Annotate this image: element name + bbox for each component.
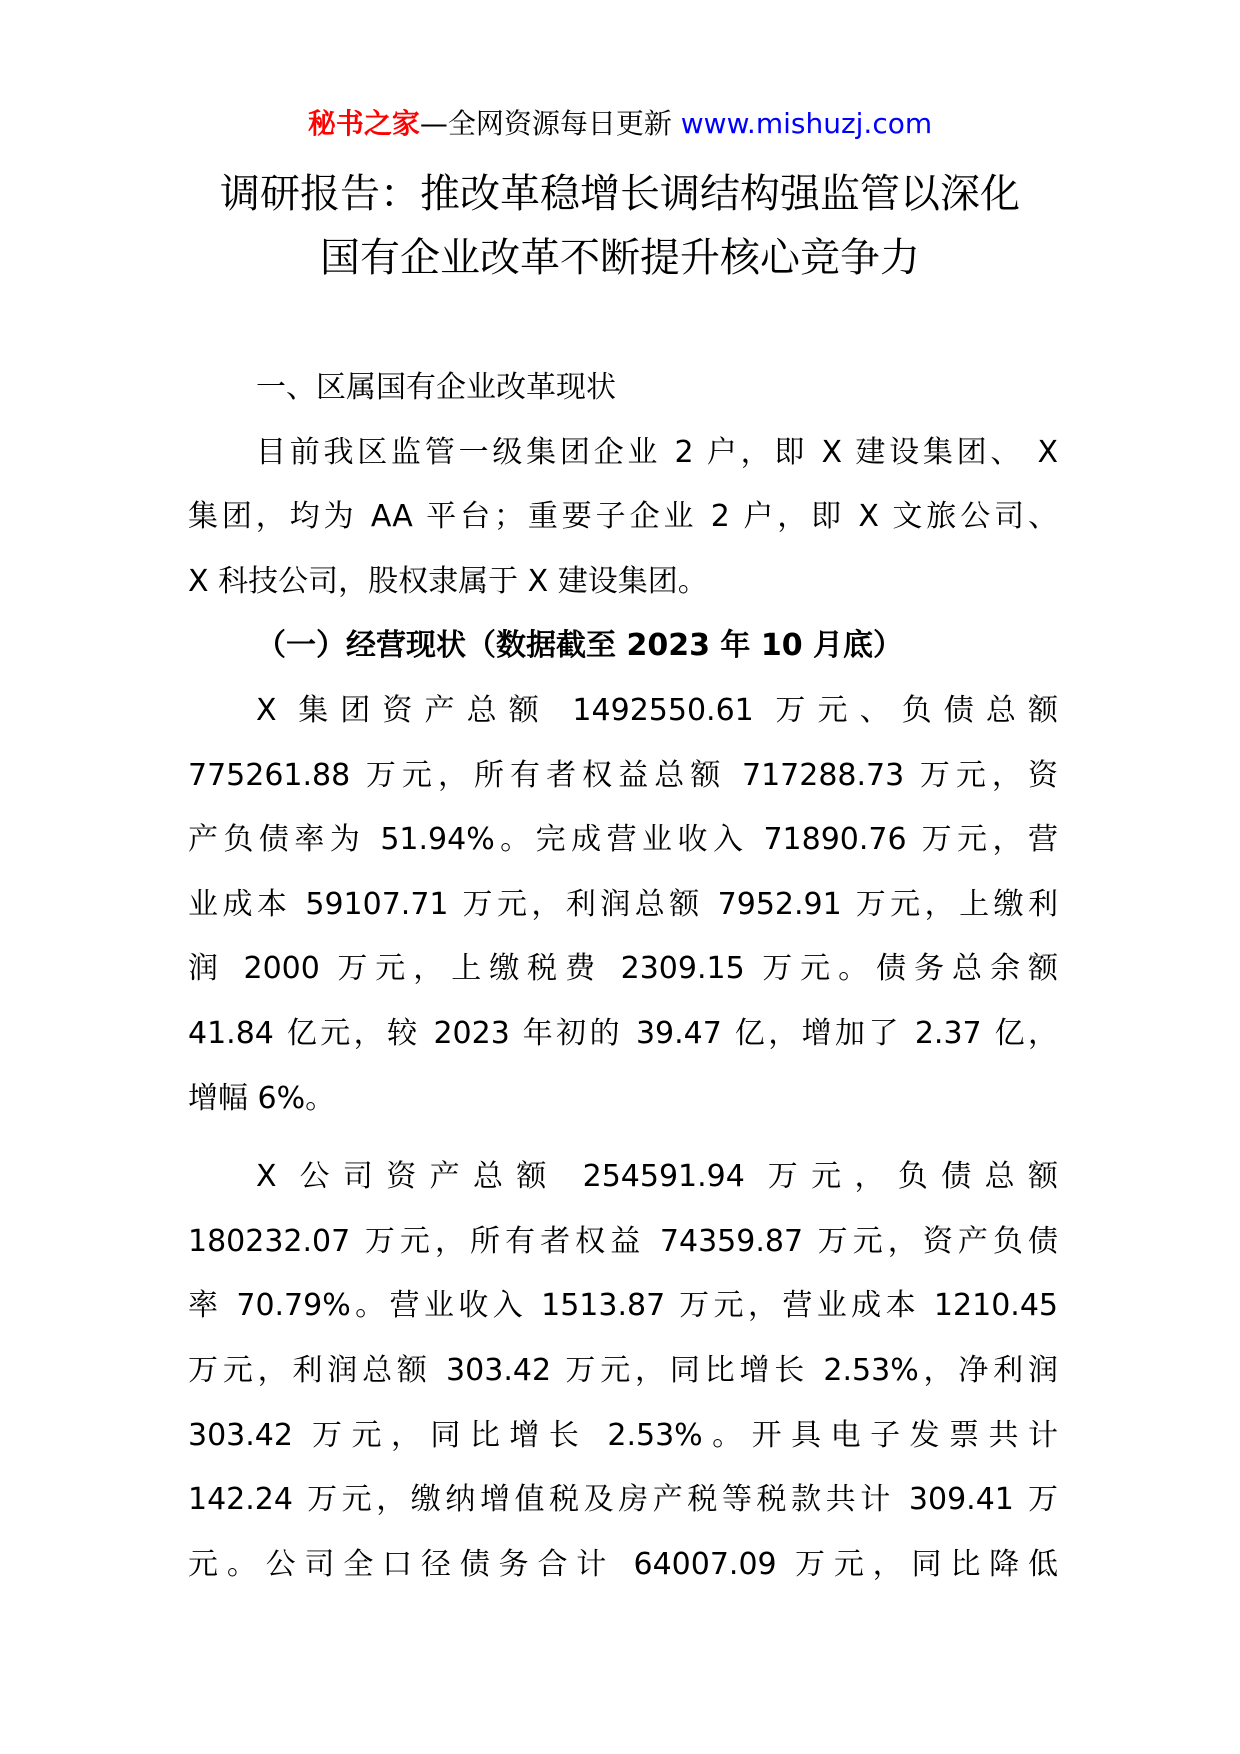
site-url-link[interactable]: www.mishuzj.com: [680, 107, 933, 140]
paragraph-line: 303.42 万元，同比增长 2.53%。开具电子发票共计: [188, 1417, 1058, 1453]
site-brand: 秘书之家: [307, 107, 420, 140]
paragraph-line: 目前我区监管一级集团企业 2 户，即 X 建设集团、 X: [256, 434, 1058, 470]
subsection-heading: （一）经营现状（数据截至 2023 年 10 月底）: [256, 628, 904, 664]
paragraph-line: 元。公司全口径债务合计 64007.09 万元，同比降低: [188, 1546, 1058, 1582]
paragraph-line: 润 2000 万元，上缴税费 2309.15 万元。债务总余额: [188, 951, 1058, 987]
site-tagline: —全网资源每日更新: [419, 107, 681, 140]
title-line-2: 国有企业改革不断提升核心竞争力: [320, 235, 920, 281]
title-line-1: 调研报告：推改革稳增长调结构强监管以深化: [220, 171, 1020, 217]
paragraph-line: 775261.88 万元，所有者权益总额 717288.73 万元，资: [188, 757, 1058, 793]
site-header: [0, 104, 1240, 144]
paragraph-line: 产负债率为 51.94%。完成营业收入 71890.76 万元，营: [188, 822, 1058, 858]
paragraph-line: X 公司资产总额 254591.94 万元，负债总额: [256, 1159, 1058, 1195]
document-body: [188, 356, 1058, 1597]
paragraph-line: 142.24 万元，缴纳增值税及房产税等税款共计 309.41 万: [188, 1482, 1058, 1518]
paragraph-x-company: [188, 1145, 1058, 1597]
section-heading: 一、区属国有企业改革现状: [256, 370, 616, 405]
paragraph-line: X 科技公司，股权隶属于 X 建设集团。: [188, 563, 708, 599]
paragraph-line: X 集团资产总额 1492550.61 万元、负债总额: [256, 692, 1058, 728]
paragraph-line: 180232.07 万元，所有者权益 74359.87 万元，资产负债: [188, 1223, 1058, 1259]
paragraph-line: 万元，利润总额 303.42 万元，同比增长 2.53%，净利润: [188, 1352, 1058, 1388]
paragraph-line: 率 70.79%。营业收入 1513.87 万元，营业成本 1210.45: [188, 1288, 1058, 1324]
paragraph-line: 41.84 亿元，较 2023 年初的 39.47 亿，增加了 2.37 亿，: [188, 1015, 1058, 1051]
paragraph-line: 增幅 6%。: [188, 1080, 336, 1116]
paragraph-line: 业成本 59107.71 万元，利润总额 7952.91 万元，上缴利: [188, 886, 1058, 922]
document-title: [160, 162, 1080, 290]
paragraph-x-group: [188, 679, 1058, 1131]
paragraph-line: 集团，均为 AA 平台；重要子企业 2 户，即 X 文旅公司、: [188, 499, 1058, 535]
intro-paragraph: [188, 421, 1058, 615]
